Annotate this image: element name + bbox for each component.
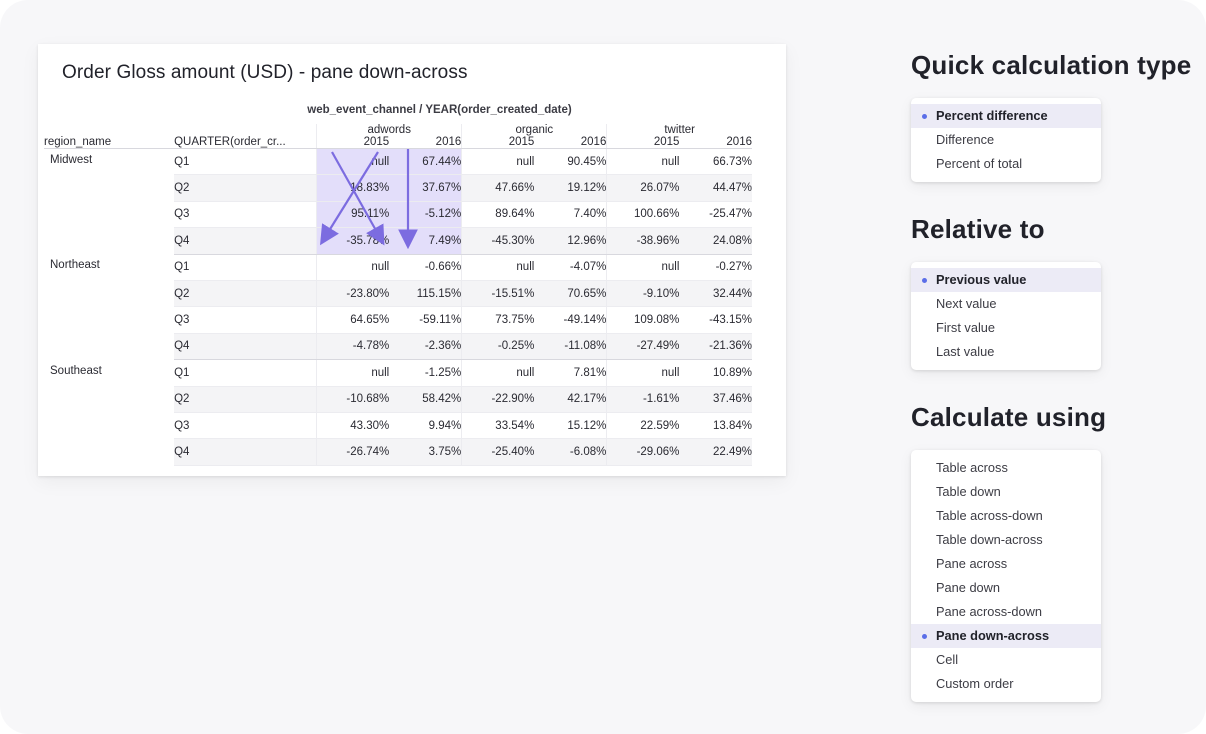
cell-value[interactable]: 67.44%: [389, 149, 462, 175]
page-title: Order Gloss amount (USD) - pane down-across: [62, 62, 468, 83]
table-row[interactable]: [44, 254, 752, 280]
cell-value[interactable]: 7.49%: [389, 228, 462, 254]
cell-value[interactable]: -1.25%: [389, 360, 462, 386]
cell-value[interactable]: -25.40%: [462, 439, 535, 465]
cell-value[interactable]: -0.27%: [679, 254, 752, 280]
cell-value[interactable]: -43.15%: [679, 307, 752, 333]
cell-value[interactable]: -2.36%: [389, 333, 462, 359]
quarter-label: Q3: [174, 307, 317, 333]
cell-value[interactable]: -15.51%: [462, 280, 535, 306]
cell-value[interactable]: 100.66%: [607, 201, 680, 227]
cell-value[interactable]: 42.17%: [534, 386, 607, 412]
quarter-label: Q1: [174, 360, 317, 386]
visualization-card: [38, 44, 786, 476]
cell-value[interactable]: 115.15%: [389, 280, 462, 306]
year-header: 2015: [317, 136, 390, 149]
cell-value[interactable]: 70.65%: [534, 280, 607, 306]
cell-value[interactable]: -49.14%: [534, 307, 607, 333]
cell-value[interactable]: -0.66%: [389, 254, 462, 280]
cell-value[interactable]: -35.78%: [317, 228, 390, 254]
cell-value[interactable]: 10.89%: [679, 360, 752, 386]
cell-value[interactable]: -11.08%: [534, 333, 607, 359]
row-header-quarter: QUARTER(order_cr...: [174, 136, 317, 149]
cell-value[interactable]: -21.36%: [679, 333, 752, 359]
channel-header: twitter: [607, 124, 752, 136]
quarter-label: Q1: [174, 149, 317, 175]
quarter-label: Q4: [174, 439, 317, 465]
option-first-value[interactable]: First value: [936, 320, 996, 335]
channel-header-row: [44, 124, 752, 136]
cell-value[interactable]: -23.80%: [317, 280, 390, 306]
cell-value[interactable]: -27.49%: [607, 333, 680, 359]
cell-value[interactable]: 64.65%: [317, 307, 390, 333]
year-header: 2016: [534, 136, 607, 149]
cell-value[interactable]: 37.46%: [679, 386, 752, 412]
cell-value[interactable]: null: [462, 149, 535, 175]
cell-value[interactable]: 7.40%: [534, 201, 607, 227]
cell-value[interactable]: 22.59%: [607, 412, 680, 438]
cell-value[interactable]: -29.06%: [607, 439, 680, 465]
quarter-label: Q4: [174, 228, 317, 254]
channel-header: adwords: [317, 124, 462, 136]
table-row[interactable]: [44, 149, 752, 175]
cell-value[interactable]: null: [462, 254, 535, 280]
year-header: 2015: [462, 136, 535, 149]
cell-value[interactable]: 66.73%: [679, 149, 752, 175]
cell-value[interactable]: null: [607, 149, 680, 175]
cell-value[interactable]: 44.47%: [679, 175, 752, 201]
cell-value[interactable]: 33.54%: [462, 412, 535, 438]
cell-value[interactable]: 9.94%: [389, 412, 462, 438]
quarter-label: Q1: [174, 254, 317, 280]
cell-value[interactable]: 109.08%: [607, 307, 680, 333]
cell-value[interactable]: 15.12%: [534, 412, 607, 438]
cell-value[interactable]: 19.12%: [534, 175, 607, 201]
year-header-row: [44, 136, 752, 149]
cell-value[interactable]: 95.11%: [317, 201, 390, 227]
option-last-value[interactable]: Last value: [936, 344, 995, 359]
region-label: Northeast: [50, 259, 100, 272]
cell-value[interactable]: null: [317, 149, 390, 175]
relative-to-list[interactable]: [911, 262, 1101, 370]
year-header: 2015: [607, 136, 680, 149]
region-label: Midwest: [50, 154, 93, 166]
cell-value[interactable]: -25.47%: [679, 201, 752, 227]
cell-value[interactable]: -1.61%: [607, 386, 680, 412]
cell-value[interactable]: -38.96%: [607, 228, 680, 254]
cell-value[interactable]: 37.67%: [389, 175, 462, 201]
row-header-region: region_name: [44, 136, 174, 149]
option-table-down[interactable]: Table down: [936, 484, 1001, 499]
cell-value[interactable]: 73.75%: [462, 307, 535, 333]
column-field-label: web_event_channel / YEAR(order_created_date): [307, 104, 572, 116]
cell-value[interactable]: -26.74%: [317, 439, 390, 465]
quarter-label: Q4: [174, 333, 317, 359]
option-previous-value[interactable]: Previous value: [911, 268, 1101, 292]
table-row[interactable]: [44, 360, 752, 386]
cell-value[interactable]: 7.81%: [534, 360, 607, 386]
cell-value[interactable]: null: [317, 254, 390, 280]
cell-value[interactable]: 12.96%: [534, 228, 607, 254]
cell-value[interactable]: -6.08%: [534, 439, 607, 465]
option-cell[interactable]: Cell: [936, 652, 959, 667]
cell-value[interactable]: -4.78%: [317, 333, 390, 359]
quarter-label: Q2: [174, 175, 317, 201]
cell-value[interactable]: 24.08%: [679, 228, 752, 254]
cell-value[interactable]: null: [462, 360, 535, 386]
cell-value[interactable]: -22.90%: [462, 386, 535, 412]
cell-value[interactable]: null: [607, 254, 680, 280]
cell-value[interactable]: 89.64%: [462, 201, 535, 227]
cell-value[interactable]: 22.49%: [679, 439, 752, 465]
panel-title-quick-calculation-type: Quick calculation type: [911, 50, 1192, 80]
region-label: Southeast: [50, 364, 102, 377]
cell-value[interactable]: -9.10%: [607, 280, 680, 306]
cell-value[interactable]: 18.83%: [317, 175, 390, 201]
quarter-label: Q3: [174, 201, 317, 227]
quarter-label: Q3: [174, 412, 317, 438]
cell-value[interactable]: -0.25%: [462, 333, 535, 359]
option-percent-of-total[interactable]: Percent of total: [936, 156, 1023, 171]
cell-value[interactable]: 13.84%: [679, 412, 752, 438]
option-table-across[interactable]: Table across: [936, 460, 1008, 475]
cell-value[interactable]: 26.07%: [607, 175, 680, 201]
option-pane-down[interactable]: Pane down: [936, 580, 1001, 595]
cell-value[interactable]: 43.30%: [317, 412, 390, 438]
cell-value[interactable]: null: [317, 360, 390, 386]
cell-value[interactable]: 3.75%: [389, 439, 462, 465]
cell-value[interactable]: 47.66%: [462, 175, 535, 201]
cell-value[interactable]: -4.07%: [534, 254, 607, 280]
year-header: 2016: [389, 136, 462, 149]
option-pane-down-across[interactable]: Pane down-across: [911, 624, 1101, 648]
channel-header: organic: [462, 124, 607, 136]
option-table-down-across[interactable]: Table down-across: [936, 532, 1043, 547]
option-pane-across[interactable]: Pane across: [936, 556, 1008, 571]
cell-value[interactable]: 58.42%: [389, 386, 462, 412]
option-difference[interactable]: Difference: [936, 132, 995, 147]
quick-calculation-type-list[interactable]: [911, 98, 1101, 182]
option-pane-across-down[interactable]: Pane across-down: [936, 604, 1042, 619]
cell-value[interactable]: 32.44%: [679, 280, 752, 306]
calculate-using-list[interactable]: [911, 450, 1101, 702]
panel-title-calculate-using: Calculate using: [911, 402, 1107, 432]
option-table-across-down[interactable]: Table across-down: [936, 508, 1043, 523]
cell-value[interactable]: 90.45%: [534, 149, 607, 175]
cell-value[interactable]: -59.11%: [389, 307, 462, 333]
option-percent-difference[interactable]: Percent difference: [911, 104, 1101, 128]
quarter-label: Q2: [174, 386, 317, 412]
cell-value[interactable]: -5.12%: [389, 201, 462, 227]
panel-title-relative-to: Relative to: [911, 214, 1045, 244]
cell-value[interactable]: -10.68%: [317, 386, 390, 412]
cell-value[interactable]: null: [607, 360, 680, 386]
quarter-label: Q2: [174, 280, 317, 306]
cell-value[interactable]: -45.30%: [462, 228, 535, 254]
option-next-value[interactable]: Next value: [936, 296, 997, 311]
year-header: 2016: [679, 136, 752, 149]
option-custom-order[interactable]: Custom order: [936, 676, 1014, 691]
crosstab-table[interactable]: [44, 124, 752, 466]
